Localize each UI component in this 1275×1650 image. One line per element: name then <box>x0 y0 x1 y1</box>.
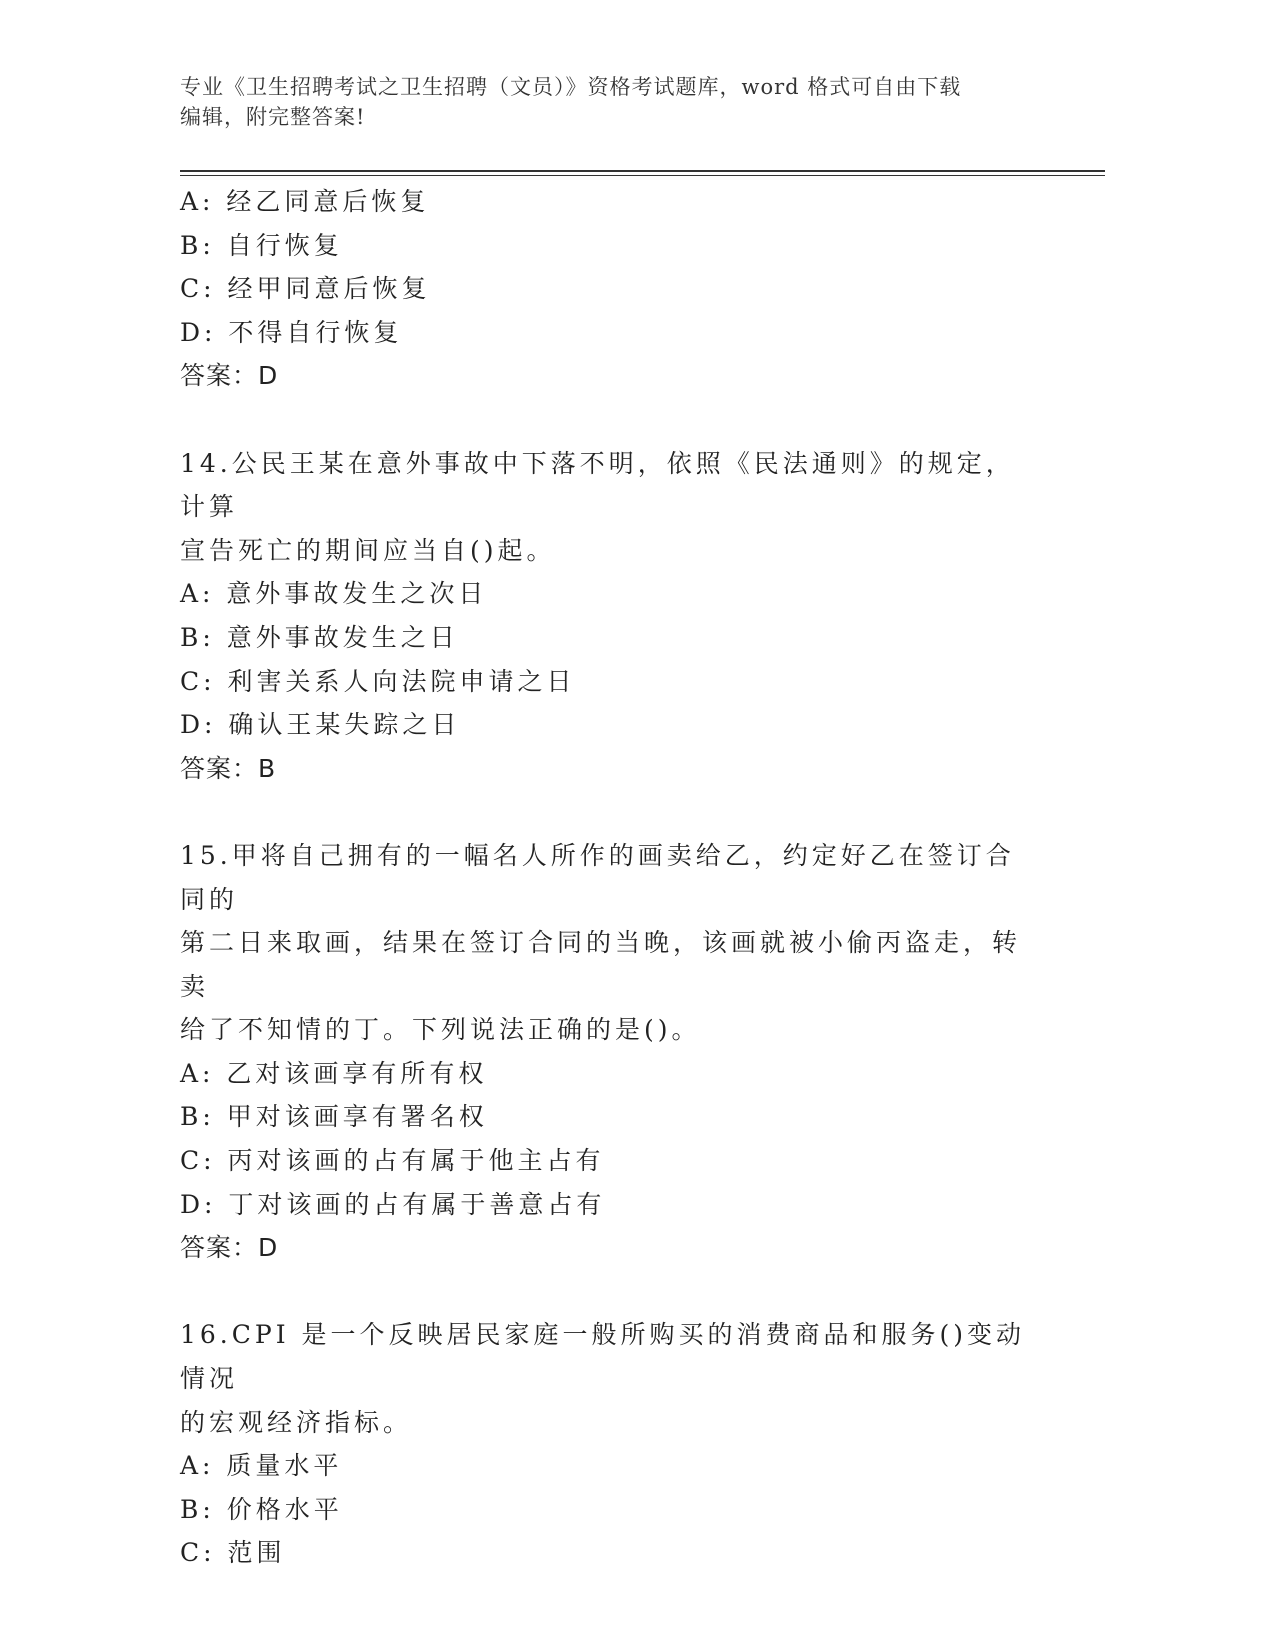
question-stem-line: 14.公民王某在意外事故中下落不明，依照《民法通则》的规定，计算 <box>180 448 1015 522</box>
option-a: A: 经乙同意后恢复 <box>180 187 430 216</box>
option-b: B: 自行恢复 <box>180 230 343 260</box>
question-stem-line: 16.CPI 是一个反映居民家庭一般所购买的消费商品和服务()变动情况 <box>180 1320 1026 1394</box>
option-d: D: 不得自行恢复 <box>180 317 403 347</box>
header-divider-thick <box>180 170 1105 172</box>
question-stem-line: 的宏观经济指标。 <box>180 1407 413 1437</box>
question-block-13 <box>180 180 1040 398</box>
question-stem-line: 15.甲将自己拥有的一幅名人所作的画卖给乙，约定好乙在签订合同的 <box>180 840 1015 914</box>
question-block-14 <box>180 442 1040 791</box>
spacer <box>180 1270 1040 1314</box>
option-d: D: 丁对该画的占有属于善意占有 <box>180 1189 606 1219</box>
document-header <box>180 72 1040 132</box>
header-line-1: 专业《卫生招聘考试之卫生招聘（文员）》资格考试题库，word 格式可自由下载 <box>180 75 962 99</box>
question-stem-line: 宣告死亡的期间应当自()起。 <box>180 535 556 565</box>
question-block-15 <box>180 834 1040 1270</box>
question-block-16 <box>180 1313 1040 1575</box>
answer-line: 答案：D <box>180 1233 279 1263</box>
answer-line: 答案：D <box>180 361 279 391</box>
option-c: C: 范围 <box>180 1538 286 1568</box>
answer-line: 答案：B <box>180 753 277 783</box>
option-a: A: 乙对该画享有所有权 <box>180 1058 488 1088</box>
option-c: C: 利害关系人向法院申请之日 <box>180 666 576 696</box>
header-divider-thin <box>180 175 1105 176</box>
option-d: D: 确认王某失踪之日 <box>180 710 461 740</box>
spacer <box>180 398 1040 442</box>
option-a: A: 质量水平 <box>180 1451 343 1481</box>
option-a: A: 意外事故发生之次日 <box>180 579 488 609</box>
option-c: C: 丙对该画的占有属于他主占有 <box>180 1146 605 1176</box>
option-c: C: 经甲同意后恢复 <box>180 274 431 304</box>
question-stem-line: 给了不知情的丁。下列说法正确的是()。 <box>180 1015 701 1045</box>
option-b: B: 甲对该画享有署名权 <box>180 1102 488 1132</box>
header-line-2: 编辑，附完整答案! <box>180 105 366 129</box>
option-b: B: 价格水平 <box>180 1494 343 1524</box>
option-b: B: 意外事故发生之日 <box>180 622 459 652</box>
question-list <box>180 180 1040 1575</box>
spacer <box>180 790 1040 834</box>
question-stem-line: 第二日来取画，结果在签订合同的当晚，该画就被小偷丙盗走，转卖 <box>180 928 1022 1001</box>
